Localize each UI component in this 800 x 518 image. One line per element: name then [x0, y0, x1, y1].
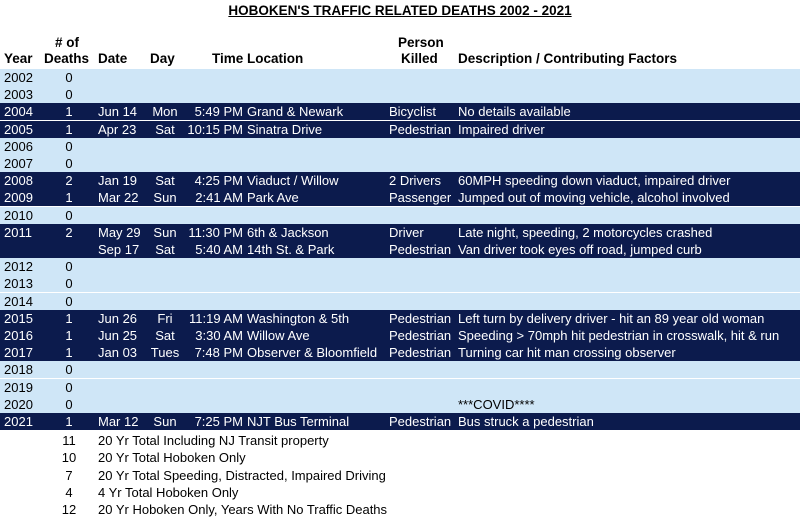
cell-year: 2021: [4, 414, 33, 429]
table-row: [0, 327, 800, 344]
cell-day: Sat: [155, 173, 175, 189]
cell-time: 2:41 AM: [195, 190, 243, 206]
cell-person-killed: Bicyclist: [389, 104, 436, 120]
cell-description: ***COVID****: [458, 396, 535, 412]
cell-deaths: 0: [65, 259, 73, 275]
cell-time: 10:15 PM: [187, 121, 243, 137]
cell-location: Sinatra Drive: [247, 121, 323, 137]
summary-line: [0, 449, 800, 466]
cell-year: 2005: [4, 121, 33, 137]
table-row: [0, 413, 800, 430]
cell-year: 2014: [4, 293, 33, 309]
cell-person-killed: Passenger: [389, 190, 452, 206]
cell-person-killed: Pedestrian: [389, 310, 452, 326]
cell-day: Sun: [153, 190, 177, 206]
cell-description: Impaired driver: [458, 121, 545, 137]
header-person-line2: Killed: [401, 51, 438, 66]
cell-description: Late night, speeding, 2 motorcycles crashed: [458, 224, 713, 240]
table-row: [0, 224, 800, 241]
cell-deaths: 1: [65, 345, 73, 361]
cell-day: Sat: [155, 242, 175, 257]
cell-location: Washington & 5th: [247, 310, 350, 326]
summary-value: 10: [61, 450, 77, 466]
cell-date: Jun 14: [98, 104, 138, 120]
page-title: HOBOKEN'S TRAFFIC RELATED DEATHS 2002 - 2021: [228, 3, 572, 18]
cell-deaths: 0: [65, 156, 73, 171]
summary-value: 4: [65, 484, 73, 500]
header-date: Date: [98, 51, 128, 66]
summary-text: 4 Yr Total Hoboken Only: [98, 484, 239, 500]
cell-person-killed: Pedestrian: [389, 328, 452, 343]
cell-year: 2008: [4, 173, 33, 189]
cell-day: Sun: [153, 224, 177, 240]
cell-year: 2016: [4, 328, 33, 343]
cell-date: Jun 25: [98, 328, 138, 343]
cell-date: Jan 19: [98, 173, 138, 189]
cell-location: NJT Bus Terminal: [247, 414, 350, 429]
cell-person-killed: Pedestrian: [389, 242, 452, 257]
cell-location: Willow Ave: [247, 328, 310, 343]
cell-year: 2007: [4, 156, 33, 171]
table-row: [0, 293, 800, 310]
cell-time: 5:49 PM: [194, 104, 243, 120]
cell-deaths: 1: [65, 328, 73, 343]
header-person-line1: Person: [398, 35, 444, 50]
cell-deaths: 1: [65, 310, 73, 326]
cell-person-killed: 2 Drivers: [389, 173, 442, 189]
cell-year: 2009: [4, 190, 33, 206]
cell-deaths: 0: [65, 293, 73, 309]
cell-location: Observer & Bloomfield: [247, 345, 378, 361]
cell-time: 3:30 AM: [195, 328, 243, 343]
cell-description: Jumped out of moving vehicle, alcohol involved: [458, 190, 730, 206]
cell-time: 7:48 PM: [194, 345, 243, 361]
summary-line: [0, 501, 800, 518]
cell-date: Apr 23: [98, 121, 137, 137]
cell-location: 14th St. & Park: [247, 242, 335, 257]
cell-year: 2006: [4, 138, 33, 154]
cell-year: 2012: [4, 259, 33, 275]
table-row: [0, 121, 800, 138]
summary-text: 20 Yr Total Hoboken Only: [98, 450, 246, 466]
cell-time: 5:40 AM: [195, 242, 243, 257]
cell-year: 2013: [4, 276, 33, 292]
table-row: [0, 207, 800, 224]
cell-day: Sun: [153, 414, 177, 429]
header-deaths-line1: # of: [55, 35, 80, 50]
cell-year: 2019: [4, 379, 33, 395]
cell-deaths: 1: [65, 121, 73, 137]
summary-text: 20 Yr Hoboken Only, Years With No Traffic Deaths: [98, 502, 388, 518]
cell-year: 2017: [4, 345, 33, 361]
cell-time: 11:30 PM: [188, 224, 243, 240]
header-time: Time: [212, 51, 244, 66]
table-row: [0, 361, 800, 378]
cell-deaths: 0: [65, 276, 73, 292]
cell-deaths: 2: [65, 173, 73, 189]
cell-time: 7:25 PM: [194, 414, 243, 429]
cell-year: 2018: [4, 362, 33, 378]
cell-day: Sat: [155, 328, 175, 343]
cell-location: Viaduct / Willow: [247, 173, 339, 189]
table-row: [0, 310, 800, 327]
cell-deaths: 2: [65, 224, 73, 240]
cell-description: Speeding > 70mph hit pedestrian in crosswalk, hit & run: [458, 328, 780, 343]
cell-deaths: 1: [65, 104, 73, 120]
cell-date: Mar 22: [98, 190, 139, 206]
cell-time: 11:19 AM: [189, 310, 243, 326]
cell-date: Mar 12: [98, 414, 139, 429]
table-row: [0, 86, 800, 103]
cell-description: 60MPH speeding down viaduct, impaired driver: [458, 173, 731, 189]
table-row: [0, 189, 800, 206]
table-row: [0, 379, 800, 396]
cell-day: Fri: [157, 310, 173, 326]
cell-description: Bus struck a pedestrian: [458, 414, 594, 429]
summary-text: 20 Yr Total Speeding, Distracted, Impaired Driving: [98, 467, 386, 483]
cell-date: Jun 26: [98, 310, 138, 326]
cell-person-killed: Pedestrian: [389, 414, 452, 429]
cell-year: 2011: [4, 224, 32, 240]
cell-description: Left turn by delivery driver - hit an 89 year old woman: [458, 310, 765, 326]
cell-description: No details available: [458, 104, 571, 120]
cell-deaths: 0: [65, 362, 73, 378]
cell-person-killed: Driver: [389, 224, 424, 240]
cell-description: Van driver took eyes off road, jumped curb: [458, 242, 702, 257]
table-row: [0, 258, 800, 275]
summary-line: [0, 484, 800, 501]
table-row: [0, 155, 800, 172]
cell-year: 2015: [4, 310, 33, 326]
summary-line: [0, 467, 800, 484]
table-row: [0, 396, 800, 413]
cell-year: 2020: [4, 396, 33, 412]
cell-deaths: 0: [65, 379, 73, 395]
table-row: [0, 172, 800, 189]
cell-description: Turning car hit man crossing observer: [458, 345, 676, 361]
table-row: [0, 138, 800, 155]
header-location: Location: [247, 51, 304, 66]
cell-person-killed: Pedestrian: [389, 121, 452, 137]
cell-year: 2010: [4, 207, 33, 223]
cell-day: Mon: [152, 104, 178, 120]
cell-year: 2004: [4, 104, 33, 120]
header-day: Day: [150, 51, 175, 66]
cell-deaths: 0: [65, 207, 73, 223]
cell-person-killed: Pedestrian: [389, 345, 452, 361]
summary-line: [0, 432, 800, 449]
summary-value: 12: [61, 502, 77, 518]
table-row: [0, 344, 800, 361]
table-row: [0, 275, 800, 292]
cell-deaths: 1: [65, 190, 73, 206]
cell-deaths: 0: [65, 70, 73, 85]
cell-deaths: 0: [65, 138, 73, 154]
table-row: [0, 103, 800, 120]
table-row: [0, 69, 800, 86]
cell-day: Sat: [155, 121, 175, 137]
cell-date: Jan 03: [98, 345, 138, 361]
summary-value: 11: [62, 433, 76, 448]
summary-text: 20 Yr Total Including NJ Transit property: [98, 433, 329, 448]
cell-deaths: 0: [65, 396, 73, 412]
cell-date: Sep 17: [98, 242, 140, 257]
summary-value: 7: [65, 467, 73, 483]
header-description: Description / Contributing Factors: [458, 51, 678, 66]
table-row: [0, 241, 800, 258]
header-deaths-line2: Deaths: [44, 51, 90, 66]
cell-location: Park Ave: [247, 190, 299, 206]
cell-location: 6th & Jackson: [247, 224, 329, 240]
cell-deaths: 1: [65, 414, 73, 429]
cell-deaths: 0: [65, 87, 73, 103]
cell-date: May 29: [98, 224, 141, 240]
cell-time: 4:25 PM: [194, 173, 243, 189]
cell-year: 2003: [4, 87, 33, 103]
header-year: Year: [4, 51, 33, 66]
cell-location: Grand & Newark: [247, 104, 344, 120]
cell-day: Tues: [150, 345, 180, 361]
cell-year: 2002: [4, 70, 33, 85]
